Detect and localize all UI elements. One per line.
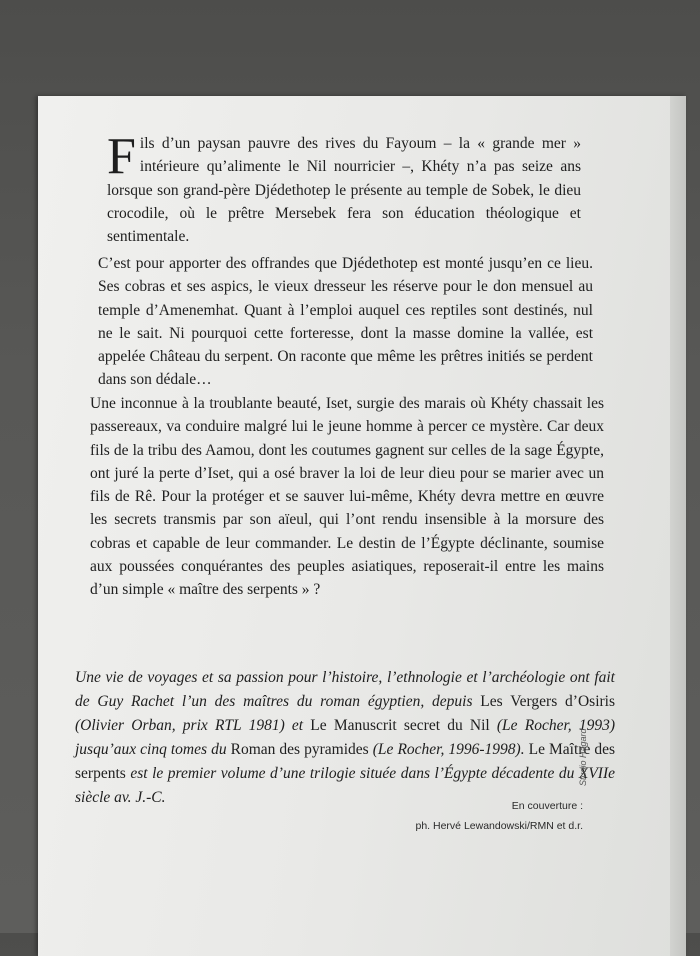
bio-text-6: est le premier volume d’une trilogie située dans l’Égypte décadente du XVIIe siècle av. J.-C. [75, 765, 616, 806]
side-credit: Studio Hagard [578, 728, 588, 786]
summary-paragraph-1-text: ils d’un paysan pauvre des rives du Fayoum – la « grande mer » intérieure qu’alimente le Nil nourricier –, Khéty n’a pas seize ans lorsque son grand-père Djédethotep le présente au temple de Sobek, le dieu crocodile, où le prêtre Mersebek fera son éducation théologique et sentimentale. [107, 135, 581, 246]
bio-title-vergers: Les Vergers d’Osiris [480, 693, 615, 710]
bio-text-4: (Le Rocher, 1993) jusqu’aux cinq tomes du [75, 717, 615, 758]
summary-paragraph-3: Une inconnue à la troublante beauté, Iset, surgie des marais où Khéty chassait les passereaux, va conduire malgré lui le jeune homme à percer ce mystère. Car deux fils de la tribu des Aamou, dont les coutumes gagnent sur celles de la sage Égypte, ont juré la perte d’Iset, qui a osé braver la loi de leur dieu pour se marier avec un fils de Rê. Pour la protéger et se sauver lui-même, Khéty devra mettre en œuvre les secrets transmis par son aïeul, qui l’ont rendu insensible à la morsure des cobras et capable de leur commander. Le destin de l’Égypte déclinante, soumise aux poussées conquérantes des peuples asiatiques, reposerait-il entre les mains d’un simple « maître des serpents » ? [90, 395, 604, 599]
bio-text-2: (Olivier Orban, prix RTL 1981) [75, 717, 285, 734]
credits-line-1: En couverture : [511, 800, 583, 812]
bio-text-1: Une vie de voyages et sa passion pour l’histoire, l’ethnologie et l’archéologie ont fait de Guy Rachet l’un des maîtres du roman égyptien, depuis [75, 669, 615, 710]
bio-title-roman: Roman des pyramides [230, 741, 369, 758]
drop-cap: F [107, 128, 136, 185]
summary-paragraph-2: C’est pour apporter des offrandes que Djédethotep est monté jusqu’en ce lieu. Ses cobras et ses aspics, le vieux dresseur les réserve pour le don mensuel au temple d’Amenemhat. Quant à l’emploi auquel ces reptiles sont destinés, nul ne le sait. Ni pourquoi cette forteresse, dont la masse domine la vallée, est appelée Château du serpent. On raconte que même les prêtres initiés se perdent dans son dédale… [98, 255, 593, 389]
author-bio [75, 666, 615, 810]
summary-paragraph-1 [107, 128, 581, 248]
cover-edge [670, 96, 686, 956]
cover-credits [368, 796, 583, 836]
bio-title-maitre: Le Maître des serpents [75, 741, 616, 782]
book-back-cover [38, 96, 686, 956]
bio-title-manuscrit: Le Manuscrit secret du Nil [310, 717, 490, 734]
credits-line-2: ph. Hervé Lewandowski/RMN et d.r. [415, 820, 583, 832]
bio-text-3: et [291, 717, 304, 734]
bio-text-5: (Le Rocher, 1996-1998). [372, 741, 525, 758]
